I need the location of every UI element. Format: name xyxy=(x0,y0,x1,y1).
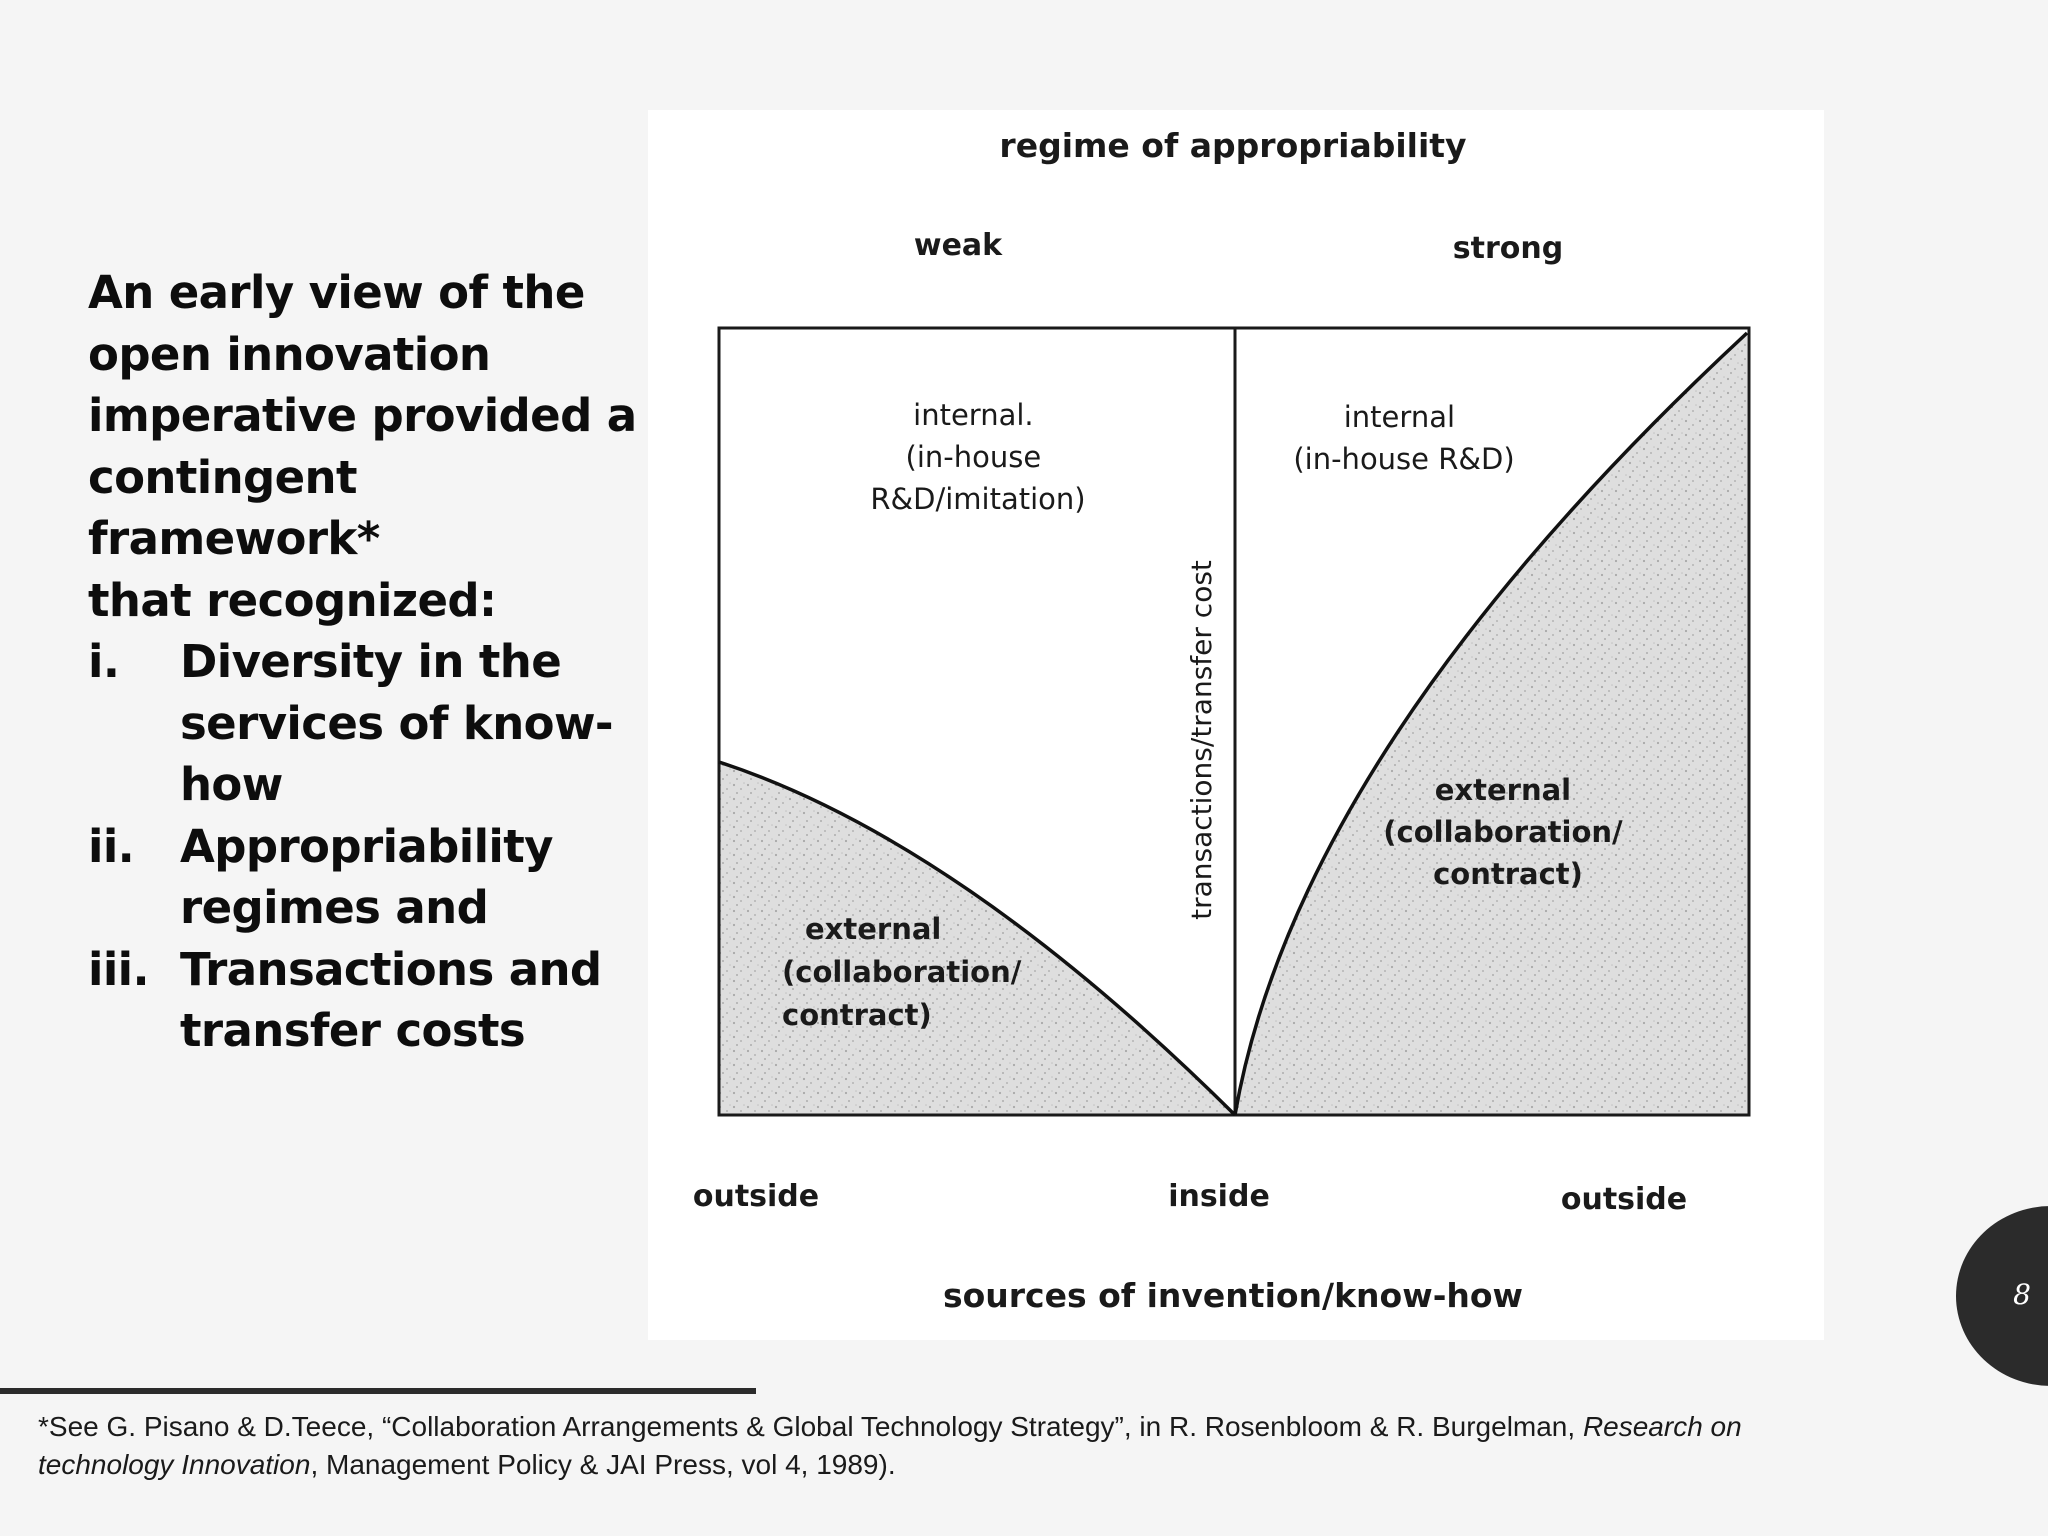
footnote-text: *See G. Pisano & D.Teece, “Collaboration Arrangements & Global Technology Strategy”, in R. Rosenbloom & R. Burgelman, xyxy=(38,1411,1583,1442)
appropriability-figure xyxy=(648,110,1824,1340)
list-item-text xyxy=(180,631,648,816)
list-item xyxy=(88,816,648,939)
list-item xyxy=(88,939,648,1062)
weak-label: weak xyxy=(913,228,1003,263)
figure-title: regime of appropriability xyxy=(999,126,1467,165)
right-external-line: contract) xyxy=(1433,857,1583,891)
intro-text xyxy=(88,262,648,631)
footnote-publisher: , Management Policy & JAI Press, vol 4, 1989). xyxy=(310,1449,896,1480)
page-number-badge xyxy=(1956,1206,2048,1386)
bottom-label-outside-right: outside xyxy=(1560,1182,1688,1217)
list-item xyxy=(88,631,648,816)
list-item-number: iii. xyxy=(88,942,149,996)
figure-svg xyxy=(648,110,1824,1340)
right-external-line: external xyxy=(1434,773,1572,807)
right-external-line: (collaboration/ xyxy=(1383,815,1623,849)
list-item-number: i. xyxy=(88,635,120,688)
left-internal-line: internal. xyxy=(913,398,1034,432)
intro-line: open innovation xyxy=(88,327,491,381)
footnote-book-title: Research on xyxy=(1582,1411,1742,1442)
list-item-line: regimes and xyxy=(180,881,489,934)
list-item-line: services of know- xyxy=(180,696,613,750)
left-external-region xyxy=(719,762,1235,1115)
slide-main-text xyxy=(88,262,648,1062)
left-internal-label xyxy=(870,398,1085,516)
list-item-text xyxy=(180,939,648,1062)
left-external-line: contract) xyxy=(782,998,932,1032)
right-internal-line: (in-house R&D) xyxy=(1293,442,1515,476)
transaction-cost-axis-label: transactions/transfer cost xyxy=(1185,560,1218,920)
footnote-rule xyxy=(0,1388,756,1394)
intro-line: contingent framework* xyxy=(88,450,380,565)
intro-line: An early view of the xyxy=(88,266,585,319)
intro-line: that recognized: xyxy=(88,573,497,627)
left-internal-line: (in-house xyxy=(905,440,1042,474)
recognized-factors-list xyxy=(88,631,648,1062)
list-item-text xyxy=(180,816,648,939)
list-item-line: transfer costs xyxy=(180,1004,526,1057)
list-item-line: Diversity in the xyxy=(180,635,562,688)
footnote-book-title-cont: technology Innovation xyxy=(38,1449,311,1480)
right-internal-line: internal xyxy=(1343,400,1456,434)
list-item-line: Transactions and xyxy=(180,942,602,996)
strong-label: strong xyxy=(1452,231,1564,266)
bottom-label-inside: inside xyxy=(1168,1179,1270,1214)
list-item-line: how xyxy=(180,758,283,811)
intro-line: imperative provided a xyxy=(88,389,637,442)
x-axis-title: sources of invention/know-how xyxy=(942,1276,1524,1315)
footnote-citation xyxy=(38,1408,1938,1484)
bottom-label-outside-left: outside xyxy=(692,1179,820,1214)
list-item-number: ii. xyxy=(88,819,135,873)
left-external-line: external xyxy=(805,912,942,946)
list-item-line: Appropriability xyxy=(180,819,553,873)
left-external-line: (collaboration/ xyxy=(782,955,1022,989)
right-internal-label xyxy=(1293,400,1514,476)
left-internal-line: R&D/imitation) xyxy=(870,482,1086,516)
page-number: 8 xyxy=(2013,1278,2031,1311)
